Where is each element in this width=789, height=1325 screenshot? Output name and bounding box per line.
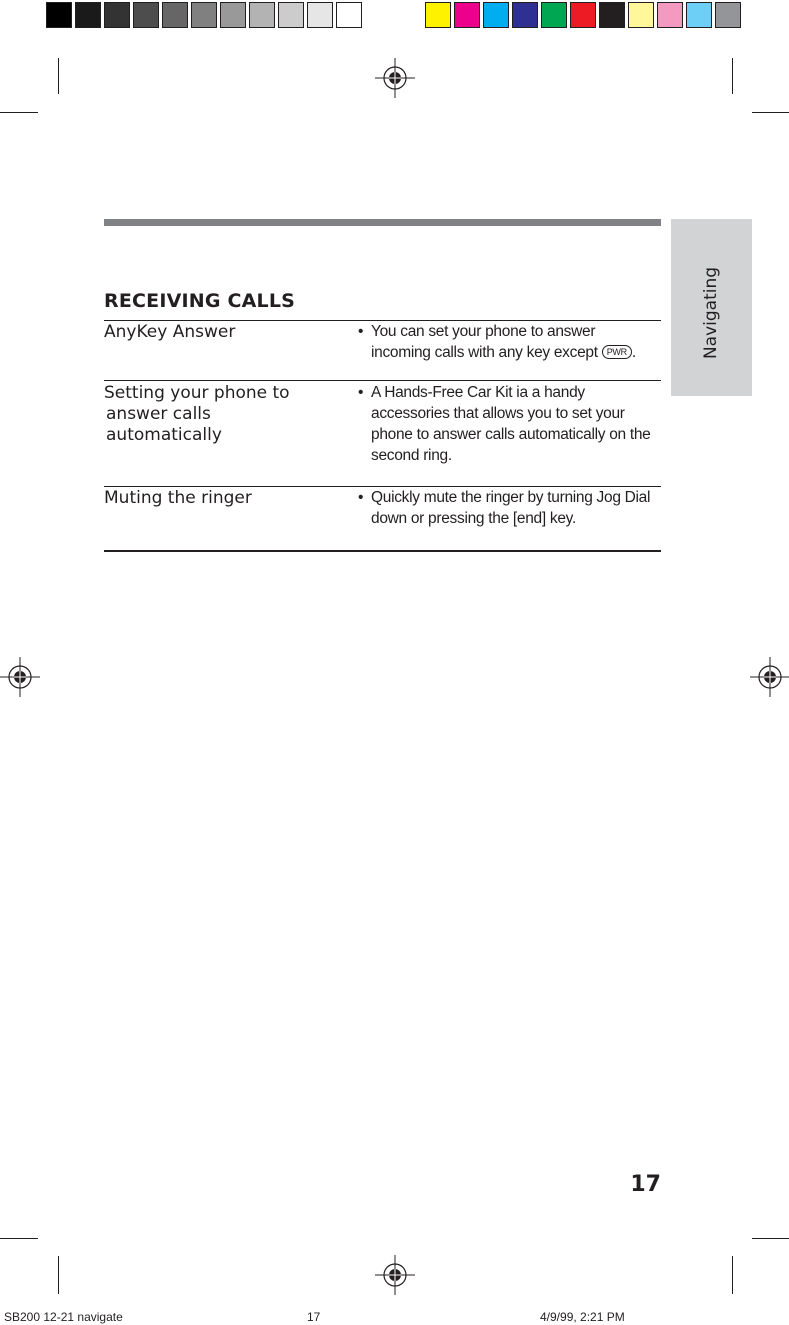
row-term	[104, 488, 252, 509]
description-trailing: .	[631, 344, 636, 361]
page-number: 17	[630, 1172, 661, 1197]
gray-swatch	[104, 2, 130, 28]
registration-mark-icon	[750, 657, 789, 697]
section-title: RECEIVING CALLS	[104, 290, 296, 312]
description-text: A Hands-Free Car Kit ia a handy accessories that allows you to set your phone to answer calls automatically on the second ring.	[371, 384, 651, 464]
description-text: Quickly mute the ringer by turning Jog Dial down or pressing the [end] key.	[371, 489, 651, 527]
crop-mark	[58, 1256, 59, 1294]
color-swatch	[599, 2, 625, 28]
crop-mark	[752, 112, 789, 113]
bullet: •	[358, 489, 364, 506]
gray-swatch	[133, 2, 159, 28]
footer-page: 17	[307, 1310, 321, 1324]
gray-swatch	[307, 2, 333, 28]
gray-swatch	[278, 2, 304, 28]
term-line: Muting the ringer	[104, 488, 252, 508]
bullet: •	[358, 323, 364, 340]
color-swatch	[425, 2, 451, 28]
color-swatch	[628, 2, 654, 28]
gray-swatch	[191, 2, 217, 28]
side-tab-label: Navigating	[701, 266, 721, 360]
color-swatch	[570, 2, 596, 28]
side-tab-label-wrapper	[676, 258, 746, 368]
crop-mark	[58, 58, 59, 94]
registration-mark-icon	[375, 1255, 415, 1295]
crop-mark	[0, 112, 38, 113]
row-term	[104, 322, 235, 343]
crop-mark	[732, 1256, 733, 1294]
color-swatch	[483, 2, 509, 28]
color-swatch	[686, 2, 712, 28]
crop-mark	[752, 1238, 789, 1239]
gray-swatch	[75, 2, 101, 28]
footer-file: SB200 12-21 navigate	[4, 1310, 123, 1324]
row-term	[104, 383, 290, 446]
footer-timestamp: 4/9/99, 2:21 PM	[540, 1310, 625, 1324]
term-line: AnyKey Answer	[104, 322, 236, 342]
row-description	[358, 382, 658, 466]
bullet: •	[358, 384, 364, 401]
gray-swatch	[249, 2, 275, 28]
row-divider	[104, 380, 661, 381]
gray-swatch	[220, 2, 246, 28]
term-line: Setting your phone to	[104, 383, 290, 403]
color-swatch	[512, 2, 538, 28]
registration-mark-icon	[375, 58, 415, 98]
color-swatch	[454, 2, 480, 28]
pwr-key-icon: PWR	[602, 345, 632, 359]
section-end-rule	[104, 550, 661, 552]
crop-mark	[0, 1238, 38, 1239]
color-swatch	[657, 2, 683, 28]
color-swatch	[715, 2, 741, 28]
registration-mark-icon	[0, 657, 40, 697]
description-text: You can set your phone to answer incoming calls with any key except	[371, 323, 598, 361]
header-rule	[104, 219, 661, 226]
row-description	[358, 321, 658, 363]
crop-mark	[732, 58, 733, 94]
gray-swatch	[46, 2, 72, 28]
term-line: answer calls	[106, 404, 211, 424]
row-description	[358, 487, 658, 529]
gray-swatch	[336, 2, 362, 28]
color-swatch	[541, 2, 567, 28]
gray-swatch	[162, 2, 188, 28]
term-line: automatically	[106, 425, 222, 445]
